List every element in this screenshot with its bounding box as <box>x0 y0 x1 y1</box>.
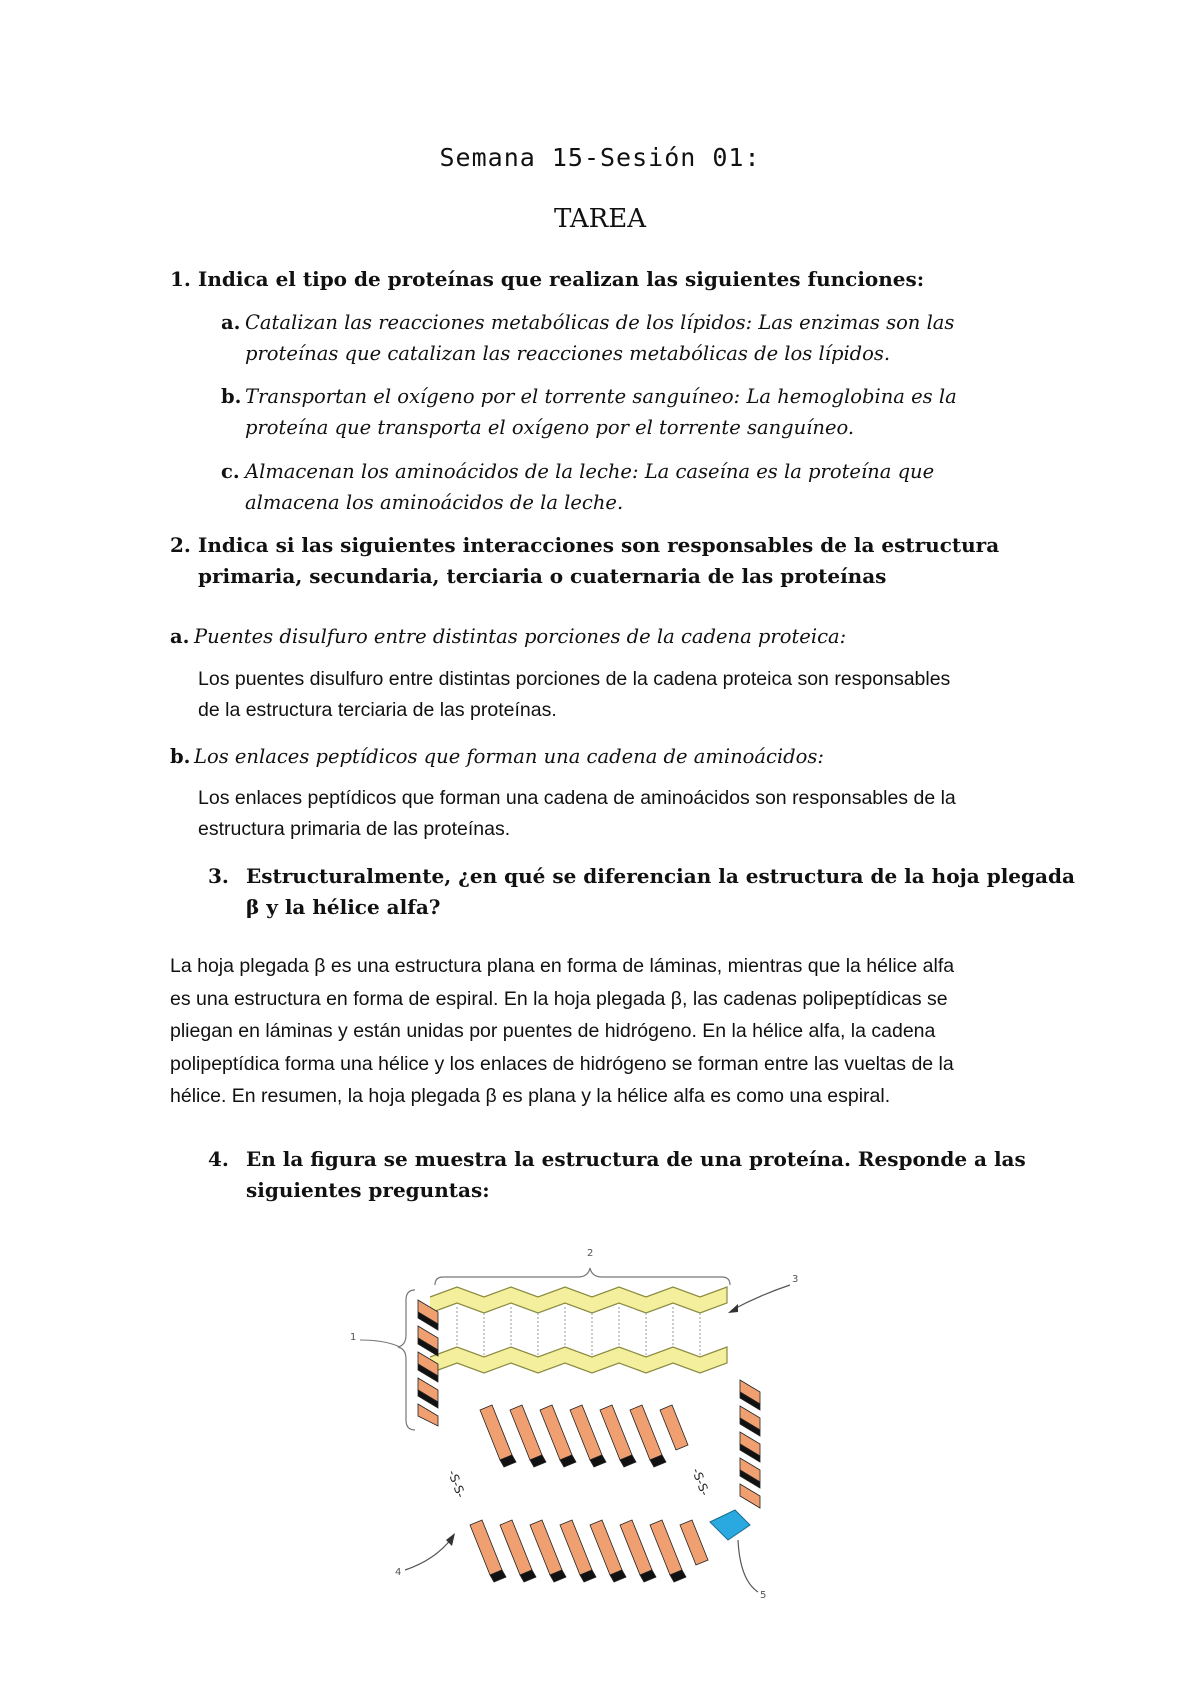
label-5-leader <box>738 1540 758 1592</box>
question-2-item-b <box>170 741 1070 772</box>
item-line: almacena los aminoácidos de la leche. <box>245 491 624 514</box>
answer-line: polipeptídica forma una hélice y los enlaces de hidrógeno se forman entre las vueltas de la <box>170 1052 954 1075</box>
item-label: c. <box>221 460 240 483</box>
question-2 <box>170 530 1070 592</box>
question-3-answer <box>170 950 1070 1113</box>
answer-line: Los enlaces peptídicos que forman una cadena de aminoácidos son responsables de la <box>198 787 956 809</box>
beta-sheet-bottom <box>430 1347 727 1373</box>
label-3-leader <box>732 1285 790 1310</box>
question-2-item-a <box>170 621 1070 652</box>
item-question: Puentes disulfuro entre distintas porciones de la cadena proteica: <box>194 625 847 648</box>
alpha-helix-right <box>740 1380 760 1508</box>
item-label: a. <box>221 311 241 334</box>
label-1-leader <box>360 1340 400 1347</box>
question-1-item-c <box>221 456 1045 518</box>
answer-line: estructura primaria de las proteínas. <box>198 818 511 840</box>
question-3-line: β y la hélice alfa? <box>246 895 441 919</box>
bracket-1 <box>398 1290 415 1430</box>
question-3-line: Estructuralmente, ¿en qué se diferencian la estructura de la hoja plegada <box>246 864 1075 888</box>
question-3 <box>208 861 1108 923</box>
question-1 <box>170 264 1070 295</box>
item-question: Los enlaces peptídicos que forman una cadena de aminoácidos: <box>194 745 824 768</box>
question-2-answer-a <box>198 664 1078 726</box>
question-1-item-a <box>221 307 1045 369</box>
answer-line: La hoja plegada β es una estructura plana en forma de láminas, mientras que la hélice alfa <box>170 955 955 977</box>
alpha-helix-left <box>418 1300 438 1426</box>
label-3-arrowhead <box>728 1304 738 1313</box>
answer-line: pliegan en láminas y están unidas por puentes de hidrógeno. En la hélice alfa, la cadena <box>170 1020 936 1042</box>
alpha-helix-bottom <box>470 1520 708 1582</box>
question-2-line: primaria, secundaria, terciaria o cuaternaria de las proteínas <box>198 564 887 588</box>
item-line: Almacenan los aminoácidos de la leche: La caseína es la proteína que <box>245 460 935 483</box>
item-line: Transportan el oxígeno por el torrente sanguíneo: La hemoglobina es la <box>245 385 957 408</box>
figure-label-2: 2 <box>587 1248 594 1259</box>
figure-label-4: 4 <box>395 1567 402 1578</box>
figure-label-5: 5 <box>760 1590 767 1601</box>
question-3-number: 3. <box>208 864 229 888</box>
figure-label-1: 1 <box>350 1332 357 1343</box>
alpha-helix-middle <box>480 1405 688 1467</box>
page-title: Semana 15-Sesión 01: <box>439 143 761 172</box>
item-line: proteína que transporta el oxígeno por el torrente sanguíneo. <box>245 416 855 439</box>
question-1-item-b <box>221 381 1045 443</box>
question-4-line: siguientes preguntas: <box>246 1178 490 1202</box>
answer-line: de la estructura terciaria de las proteínas. <box>198 699 557 721</box>
item-label: a. <box>170 625 190 648</box>
question-2-line: Indica si las siguientes interacciones son responsables de la estructura <box>198 533 1000 557</box>
figure-label-3: 3 <box>792 1274 799 1285</box>
answer-line: hélice. En resumen, la hoja plegada β es plana y la hélice alfa es como una espiral. <box>170 1085 891 1107</box>
beta-sheet-top <box>430 1287 727 1313</box>
disulfide-bridge-right: -S-S- <box>689 1466 712 1498</box>
question-1-text: Indica el tipo de proteínas que realizan las siguientes funciones: <box>198 267 925 291</box>
question-4-number: 4. <box>208 1147 229 1171</box>
item-line: Catalizan las reacciones metabólicas de los lípidos: Las enzimas son las <box>245 311 955 334</box>
bracket-2 <box>435 1268 730 1285</box>
protein-structure-figure <box>340 1240 860 1620</box>
question-2-number: 2. <box>170 533 191 557</box>
disulfide-bridge-left: -S-S- <box>445 1468 468 1500</box>
answer-line: Los puentes disulfuro entre distintas porciones de la cadena proteica son responsables <box>198 668 951 690</box>
question-4 <box>208 1144 1108 1206</box>
item-label: b. <box>221 385 242 408</box>
hydrogen-bonds <box>457 1307 700 1357</box>
highlighted-segment <box>710 1510 750 1540</box>
answer-line: es una estructura en forma de espiral. En la hoja plegada β, las cadenas polipeptídicas se <box>170 987 948 1010</box>
item-line: proteínas que catalizan las reacciones metabólicas de los lípidos. <box>245 342 891 365</box>
question-2-answer-b <box>198 783 1078 845</box>
page-subtitle: TAREA <box>553 204 647 234</box>
question-4-line: En la figura se muestra la estructura de una proteína. Responde a las <box>246 1147 1026 1171</box>
item-label: b. <box>170 745 191 768</box>
label-4-leader <box>405 1538 452 1570</box>
question-1-number: 1. <box>170 267 191 291</box>
